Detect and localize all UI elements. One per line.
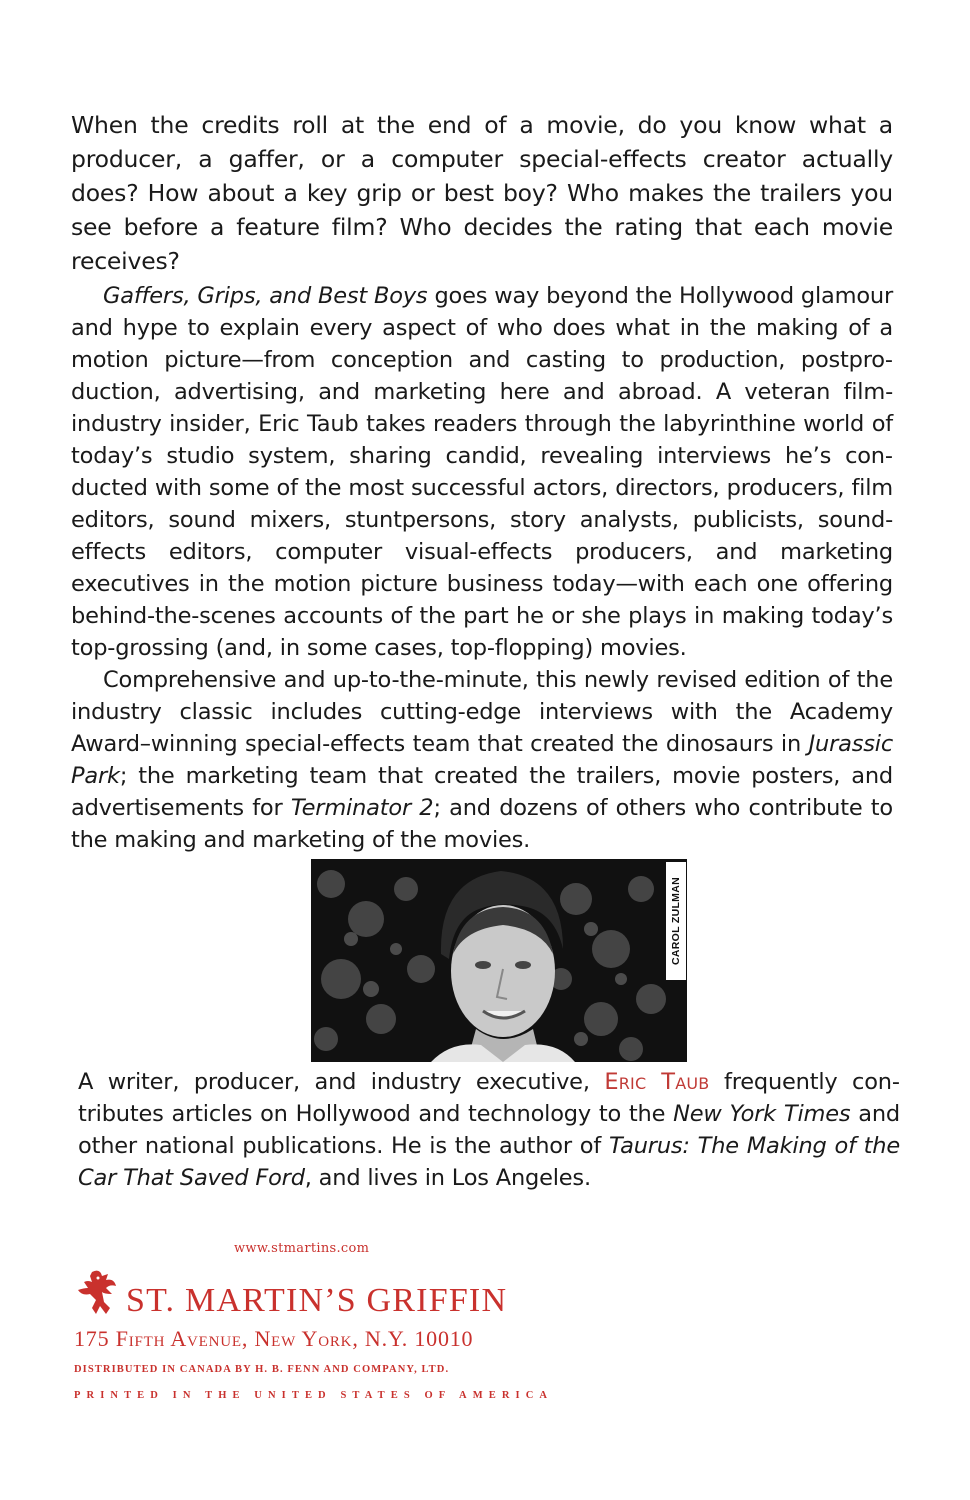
- bio-text-1: A writer, producer, and industry executive,: [78, 1069, 605, 1095]
- other-book-title: Taurus: The Making of the Car That Saved Ford: [78, 1133, 900, 1191]
- photo-credit-text: CAROL ZULMAN: [670, 877, 682, 965]
- film-title-jurassic-park: Jurassic Park: [71, 731, 893, 789]
- publisher-name: ST. MARTIN’S GRIFFIN: [126, 1282, 508, 1319]
- book-title: Gaffers, Grips, and Best Boys: [103, 283, 428, 309]
- bio-text-2: frequently contributes articles on Hollywood and technology to the: [78, 1069, 900, 1127]
- edition-paragraph: [71, 664, 893, 856]
- description: [71, 108, 893, 856]
- bio-text-3: and other national publications. He is the author of: [78, 1101, 900, 1159]
- publication-name: New York Times: [673, 1101, 851, 1127]
- overview-text: goes way beyond the Hollywood glamour and hype to explain every aspect of who does what in the making of a motion picture—from conception and casting to production, postproduction, advertising, and marketing here and abroad. A veteran film-industry insider, Eric Taub takes readers through the labyrinthine world of today’s studio system, sharing candid, revealing interviews he’s conducted with some of the most successful actors, directors, producers, film editors, sound mixers, stuntpersons, story analysts, publicists, sound-effects editors, computer visual-effects producers, and marketing executives in the motion picture business today—with each one offering behind-the-scenes accounts of the part he or she plays in making today’s top-grossing (and, in some cases, top-flopping) movies.: [71, 283, 893, 661]
- edition-text-3: ; and dozens of others who contribute to the making and marketing of the movies.: [71, 795, 893, 853]
- photo-credit: [666, 862, 686, 980]
- overview-paragraph: [71, 280, 893, 664]
- film-title-terminator-2: Terminator 2: [290, 795, 434, 821]
- edition-text-2: ; the marketing team that created the trailers, movie posters, and advertisements for: [71, 763, 893, 821]
- edition-text-1: Comprehensive and up-to-the-minute, this newly revised edition of the industry classic includes cutting-edge interviews with the Academy Award–winning special-effects team that created the dinosaurs in: [71, 667, 893, 757]
- griffin-logo-icon: [76, 1268, 120, 1316]
- printed-note: PRINTED IN THE UNITED STATES OF AMERICA: [74, 1390, 554, 1401]
- author-photo: [311, 859, 687, 1062]
- intro-paragraph: When the credits roll at the end of a movie, do you know what a producer, a gaffer, or a computer special-effects creator actually does? How about a key grip or best boy? Who makes the trailers you see before a feature film? Who decides the rating that each movie receives?: [71, 111, 893, 275]
- bio-text-4: , and lives in Los Angeles.: [304, 1165, 591, 1191]
- author-bio: [78, 1066, 900, 1194]
- distribution-note: DISTRIBUTED IN CANADA BY H. B. FENN AND COMPANY, LTD.: [74, 1364, 450, 1375]
- publisher-address: 175 Fifth Avenue, New York, N.Y. 10010: [74, 1326, 474, 1351]
- publisher-url: www.stmartins.com: [234, 1241, 370, 1256]
- author-name: Eric Taub: [604, 1069, 710, 1095]
